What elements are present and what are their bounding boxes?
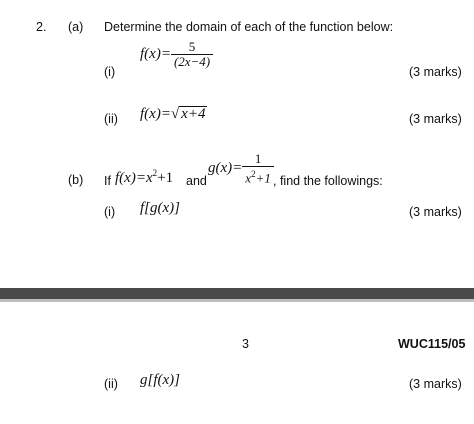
g-fraction [242, 152, 274, 185]
part-b-f-definition [115, 168, 173, 187]
f-tail: +1 [157, 170, 174, 186]
g-den-exponent: 2 [251, 169, 256, 179]
part-a-ii-equation [140, 106, 207, 123]
part-b-ii-label: (ii) [104, 377, 118, 391]
f-exponent: 2 [152, 168, 158, 178]
part-a-ii-label: (ii) [104, 112, 118, 126]
page-number: 3 [242, 337, 249, 351]
g-den-base: x [245, 170, 252, 186]
f-expression: f(x)=x [115, 170, 153, 186]
page-separator-shadow [0, 299, 474, 302]
part-b-label: (b) [68, 173, 84, 187]
g-lhs: g(x)= [208, 160, 243, 177]
part-a-i-label: (i) [104, 65, 116, 79]
part-b-tail: , find the followings: [273, 174, 383, 188]
part-a-i-marks: (3 marks) [409, 65, 462, 79]
part-a-label: (a) [68, 20, 84, 34]
part-b-g-definition [208, 152, 274, 185]
part-b-and: and [186, 174, 207, 188]
fraction-denominator: (2x−4) [171, 54, 213, 69]
part-b-i-marks: (3 marks) [409, 205, 462, 219]
question-number: 2. [36, 20, 47, 34]
part-b-ii-marks: (3 marks) [409, 377, 462, 391]
equation-lhs: f(x)= [140, 106, 171, 122]
radicand: x+4 [181, 106, 206, 122]
g-numerator: 1 [254, 151, 262, 166]
part-a-instruction: Determine the domain of each of the function below: [104, 20, 394, 34]
fraction [171, 40, 213, 69]
part-a-i-equation [140, 40, 213, 69]
part-a-ii-marks: (3 marks) [409, 112, 462, 126]
course-code: WUC115/05 [398, 337, 466, 351]
part-b-i-label: (i) [104, 205, 116, 219]
part-b-if: If [104, 174, 111, 188]
sqrt-sign: √ [170, 106, 180, 122]
equation-lhs: f(x)= [140, 45, 171, 62]
page-separator [0, 288, 474, 299]
g-den-tail: +1 [255, 170, 271, 186]
part-b-i-expression: f[g(x)] [140, 200, 180, 216]
part-b-ii-expression: g[f(x)] [140, 372, 180, 388]
fraction-numerator: 5 [188, 39, 196, 54]
g-denominator [242, 166, 274, 185]
